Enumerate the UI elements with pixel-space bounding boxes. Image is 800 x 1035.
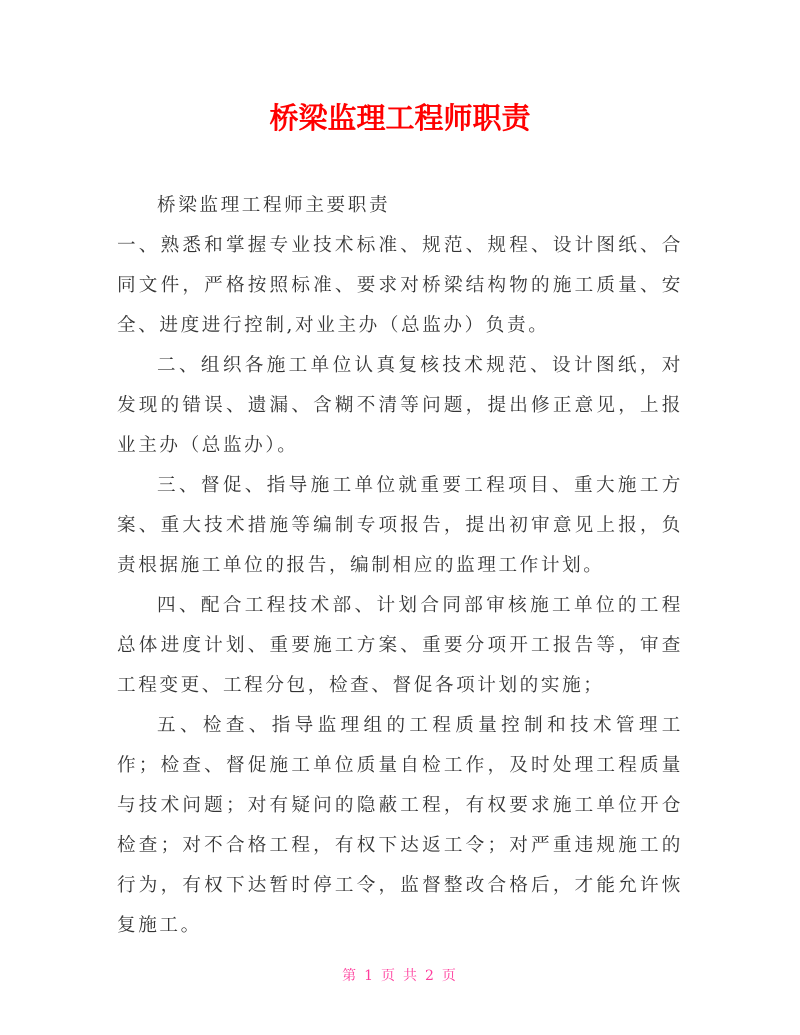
paragraph-duty-1: 一、熟悉和掌握专业技术标准、规范、规程、设计图纸、合同文件，严格按照标准、要求对桥梁结构物的施工质量、安全、进度进行控制,对业主办（总监办）负责。 <box>117 235 683 336</box>
page-footer <box>0 965 800 985</box>
document-title: 桥梁监理工程师职责 <box>269 101 531 135</box>
paragraph-duty-2: 二、组织各施工单位认真复核技术规范、设计图纸，对发现的错误、遗漏、含糊不清等问题，提出修正意见，上报业主办（总监办）。 <box>117 355 683 456</box>
footer-page-unit: 页 <box>381 968 397 984</box>
paragraph-duty-3: 三、督促、指导施工单位就重要工程项目、重大施工方案、重大技术措施等编制专项报告，提出初审意见上报，负责根据施工单位的报告，编制相应的监理工作计划。 <box>117 475 683 576</box>
paragraph-heading: 桥梁监理工程师主要职责 <box>157 195 391 216</box>
footer-current-page: 1 <box>364 968 375 984</box>
footer-page-label: 第 <box>342 968 359 984</box>
document-body <box>117 186 683 946</box>
paragraph-duty-5: 五、检查、指导监理组的工程质量控制和技术管理工作；检查、督促施工单位质量自检工作，及时处理工程质量与技术问题；对有疑问的隐蔽工程，有权要求施工单位开仓检查；对不合格工程，有权下达返工令；对严重违规施工的行为，有权下达暂时停工令，监督整改合格后，才能允许恢复施工。 <box>117 715 683 936</box>
footer-total-label: 共 <box>403 968 419 984</box>
paragraph-duty-4: 四、配合工程技术部、计划合同部审核施工单位的工程总体进度计划、重要施工方案、重要分项开工报告等，审查工程变更、工程分包，检查、督促各项计划的实施； <box>117 595 683 696</box>
footer-total-unit: 页 <box>441 968 458 984</box>
footer-total-pages: 2 <box>425 968 436 984</box>
